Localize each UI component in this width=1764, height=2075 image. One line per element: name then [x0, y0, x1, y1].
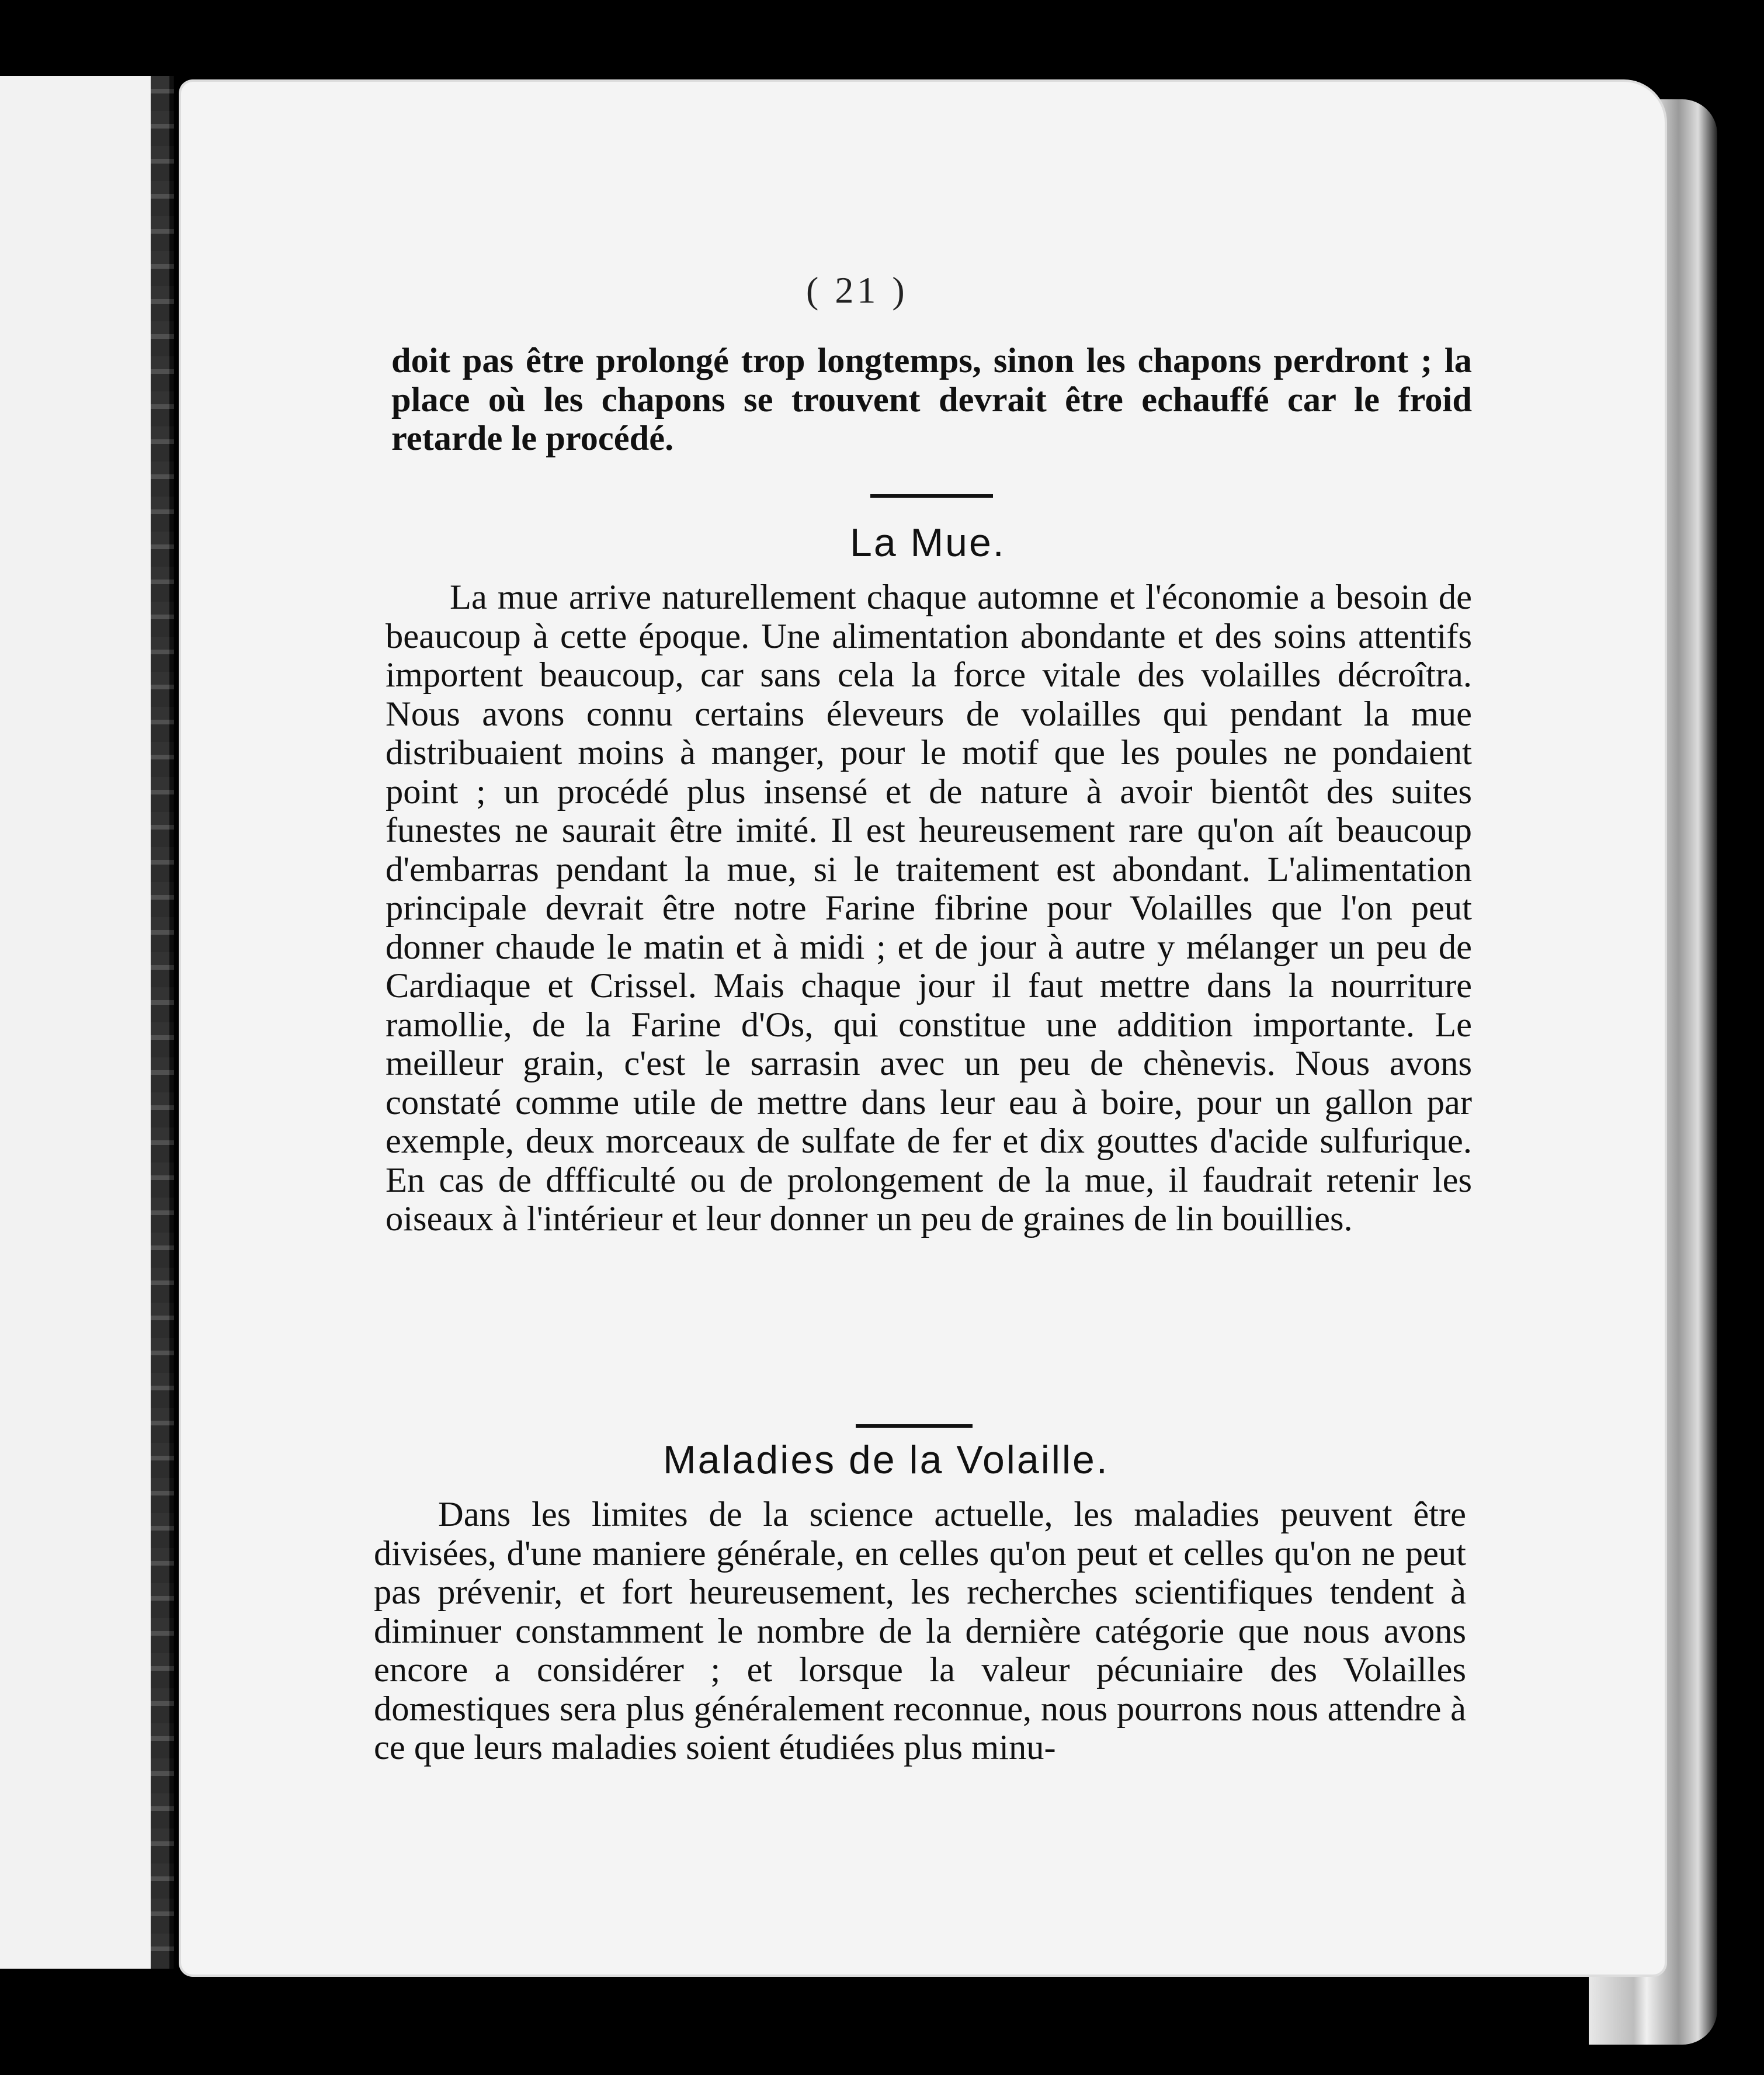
- section-paragraph-la-mue: La mue arrive naturellement chaque automne et l'économie a besoin de beaucoup à cette époque. Une alimentation abondante et des soins attentifs importent beaucoup, car sans cela la force vitale des volailles décroîtra. Nous avons connu certains éleveurs de volailles qui pendant la mue distribuaient moins à manger, pour le motif que les poules ne pondaient point ; un procédé plus insensé et de nature à avoir bientôt des suites funestes ne saurait être imité. Il est heureusement rare qu'on aít beaucoup d'embarras pendant la mue, si le traitement est abondant. L'alimentation principale devrait être notre Farine fibrine pour Volailles que l'on peut donner chaude le matin et à midi ; et de jour à autre y mélanger un peu de Cardiaque et Crissel. Mais chaque jour il faut mettre dans la nourriture ramollie, de la Farine d'Os, qui constitue une addition importante. Le meilleur grain, c'est le sarrasin avec un peu de chènevis. Nous avons constaté comme utile de mettre dans leur eau à boire, pour un gallon par exemple, deux morceaux de sulfate de fer et dix gouttes d'acide sulfurique. En cas de dffficulté ou de prolongement de la mue, il faudrait retenir les oiseaux à l'intérieur et leur donner un peu de graines de lin bouillies.: [386, 578, 1472, 1238]
- section-divider: [870, 494, 993, 498]
- page-number: ( 21 ): [806, 269, 908, 311]
- book-binding: [151, 76, 174, 1969]
- continued-paragraph: doit pas être prolongé trop longtemps, sinon les chapons perdront ; la place où les chapons se trouvent devrait être echauffé car le froid retarde le procédé.: [391, 341, 1472, 458]
- facing-page-edge: [0, 76, 173, 1969]
- section-paragraph-maladies: Dans les limites de la science actuelle, les maladies peuvent être divisées, d'une maniere générale, en celles qu'on peut et celles qu'on ne peut pas prévenir, et fort heureusement, les recherches scientifiques tendent à diminuer constamment le nombre de la dernière catégorie que nous avons encore a considérer ; et lorsque la valeur pécuniaire des Volailles domestiques sera plus généralement reconnue, nous pourrons nous attendre à ce que leurs maladies soient étudiées plus minu-: [374, 1495, 1466, 1767]
- section-heading-la-mue: La Mue.: [850, 521, 1006, 565]
- section-divider: [856, 1424, 973, 1428]
- section-heading-maladies: Maladies de la Volaille.: [663, 1438, 1109, 1482]
